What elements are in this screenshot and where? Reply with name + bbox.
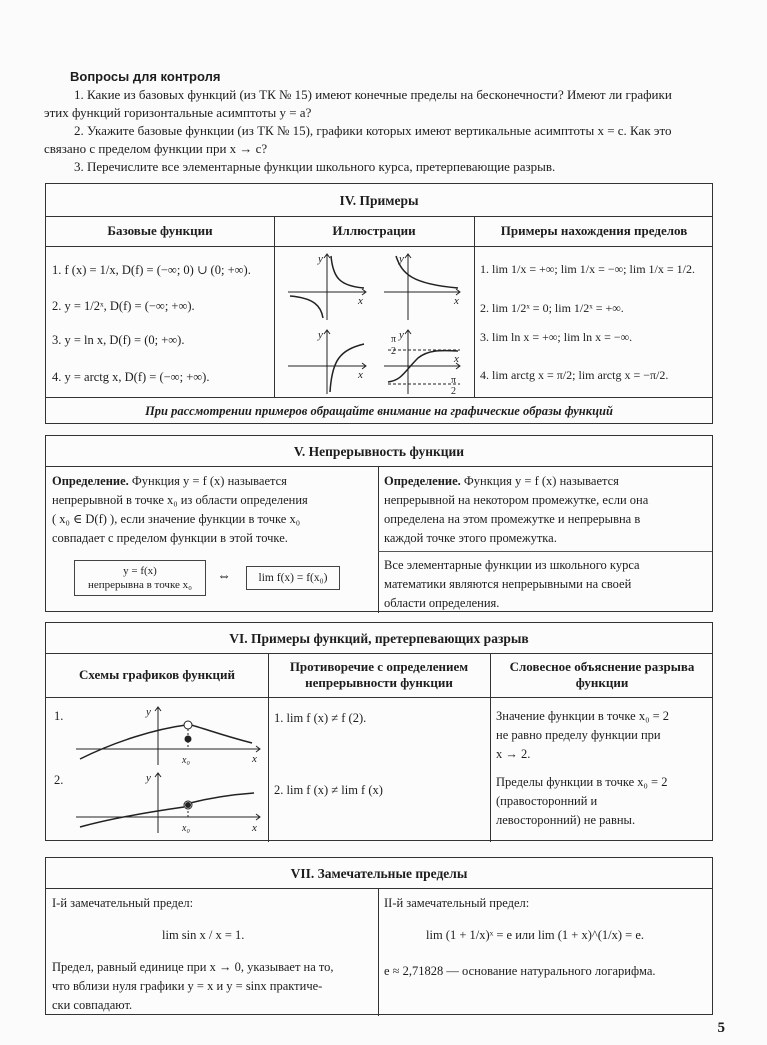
disc1-x0-label: x₀	[182, 755, 190, 766]
limit-example-2: 2. lim 1/2ˣ = 0; lim 1/2ˣ = +∞.	[480, 301, 624, 315]
definition-interval-line-3: определена на этом промежутке и непрерывна в	[384, 512, 641, 526]
limit-example-3: 3. lim ln x = +∞; lim ln x = −∞.	[480, 330, 633, 344]
disc1-y-label: y	[146, 706, 151, 718]
question-2-line-1: 2. Укажите базовые функции (из ТК № 15), графики которых имеют вертикальные асимптоты x = c. Как это	[74, 123, 672, 138]
pi-label-bottom: π	[451, 375, 457, 386]
questions-title: Вопросы для контроля	[70, 69, 221, 84]
scheme-number-1: 1.	[54, 709, 64, 723]
first-limit-label: I-й замечательный предел:	[52, 896, 194, 910]
question-3: 3. Перечислите все элементарные функции школьного курса, претерпевающие разрыв.	[74, 159, 556, 174]
discontinuity-graph-2	[76, 769, 264, 837]
col-basic-functions: Базовые функции	[107, 223, 213, 238]
col-graph-schemes: Схемы графиков функций	[78, 667, 236, 682]
two-label-top: 2	[391, 346, 396, 357]
first-limit-text-line-1: Предел, равный единице при x → 0, указывает на то,	[52, 960, 334, 974]
definition-point-line-4: совпадает с пределом функции в этой точке.	[52, 531, 288, 545]
col-explanation-line-2: функции	[575, 675, 629, 690]
section-continuity-title: V. Непрерывность функции	[293, 444, 465, 459]
first-limit-text-line-2: что вблизи нуля графики y = x и y = sinx практиче-	[52, 979, 323, 993]
definition-interval	[384, 472, 710, 548]
discontinuity-graph-1	[76, 703, 264, 767]
explanation-1-line-1: Значение функции в точке x₀ = 2	[496, 709, 670, 723]
axis-x-label-4: x	[454, 353, 459, 365]
limit-example-4: 4. lim arctg x = π/2; lim arctg x = −π/2.	[480, 368, 669, 382]
col-explanation	[490, 659, 714, 691]
axis-y-label-2: y	[399, 253, 404, 265]
col-contradiction-line-1: Противоречие с определением	[289, 659, 469, 674]
explanation-1-line-3: x → 2.	[496, 747, 531, 761]
examples-note: При рассмотрении примеров обращайте внимание на графические образы функций	[145, 404, 613, 418]
axis-y-label-3: y	[318, 329, 323, 341]
definition-point-line-3: ( x₀ ∈ D(f) ), если значение функции в точке x₀	[52, 512, 301, 526]
explanation-2	[496, 773, 710, 830]
illustration-labels	[278, 250, 470, 396]
section-continuity	[45, 435, 713, 612]
elementary-note-line-1: Все элементарные функции из школьного курса	[384, 558, 640, 572]
axis-x-label-2: x	[454, 295, 459, 307]
explanation-1	[496, 707, 710, 764]
page-number: 5	[717, 1020, 725, 1036]
basic-function-1: 1. f (x) = 1/x, D(f) = (−∞; 0) ∪ (0; +∞).	[52, 263, 251, 277]
definition-point	[52, 472, 374, 548]
contradiction-2: 2. lim f (x) ≠ lim f (x)	[274, 783, 383, 797]
axis-y-label-1: y	[318, 253, 323, 265]
continuity-box-left	[74, 560, 206, 596]
basic-function-4: 4. y = arctg x, D(f) = (−∞; +∞).	[52, 370, 210, 384]
question-2-line-2: связано с пределом функции при x → c?	[44, 141, 268, 156]
section-discontinuity-title: VI. Примеры функций, претерпевающих разрыв	[229, 631, 529, 646]
first-limit-formula: lim sin x / x = 1.	[162, 928, 245, 942]
disc2-x0-label: x₀	[182, 823, 190, 834]
elementary-note-line-2: математики являются непрерывными на своей	[384, 577, 632, 591]
e-constant-text: e ≈ 2,71828 — основание натурального логарифма.	[384, 964, 656, 978]
definition-interval-line-2: непрерывной на некотором промежутке, если она	[384, 493, 649, 507]
definition-point-label: Определение.	[52, 474, 129, 488]
definition-interval-line-4: каждой точке этого промежутка.	[384, 531, 557, 545]
second-limit-label: II-й замечательный предел:	[384, 896, 530, 910]
col-illustrations: Иллюстрации	[332, 223, 416, 238]
equivalence-arrow: ⇔	[217, 569, 231, 584]
question-1-line-2: этих функций горизонтальные асимптоты y = a?	[44, 105, 312, 120]
explanation-1-line-2: не равно пределу функции при	[496, 728, 661, 742]
section-discontinuity	[45, 622, 713, 841]
continuity-box-line-1: y = f(x)	[123, 565, 157, 577]
disc1-x-label: x	[252, 753, 257, 765]
col-limit-examples: Примеры нахождения пределов	[500, 223, 688, 238]
explanation-2-line-3: левосторонний) не равны.	[496, 813, 636, 827]
explanation-2-line-1: Пределы функции в точке x₀ = 2	[496, 775, 668, 789]
disc2-y-label: y	[146, 772, 151, 784]
question-1-line-1: 1. Какие из базовых функций (из ТК № 15) имеют конечные пределы на бесконечности? Имеют ли графики	[74, 87, 672, 102]
basic-function-3: 3. y = ln x, D(f) = (0; +∞).	[52, 333, 185, 347]
axis-x-label-3: x	[358, 369, 363, 381]
first-limit-text-line-3: ски совпадают.	[52, 998, 133, 1012]
elementary-note-line-3: области определения.	[384, 596, 500, 610]
disc2-x-label: x	[252, 822, 257, 834]
section-remarkable-limits-title: VII. Замечательные пределы	[290, 866, 468, 881]
axis-x-label-1: x	[358, 295, 363, 307]
axis-y-label-4: y	[399, 329, 404, 341]
definition-point-line-2: непрерывной в точке x₀ из области определения	[52, 493, 308, 507]
pi-label-top: π	[391, 334, 397, 345]
section-examples-title: IV. Примеры	[339, 193, 419, 208]
definition-interval-line-1: Функция y = f (x) называется	[463, 474, 619, 488]
explanation-2-line-2: (правосторонний и	[496, 794, 598, 808]
second-limit-formula: lim (1 + 1/x)ˣ = e или lim (1 + x)^(1/x) = e.	[426, 928, 645, 942]
col-contradiction-line-2: непрерывности функции	[305, 675, 453, 690]
first-limit-text	[52, 958, 374, 1015]
section-remarkable-limits	[45, 857, 713, 1015]
elementary-functions-note	[384, 556, 710, 613]
continuity-box-line-2: непрерывна в точке x₀	[87, 579, 193, 591]
definition-interval-label: Определение.	[384, 474, 461, 488]
continuity-box-right	[246, 566, 340, 590]
limit-example-1: 1. lim 1/x = +∞; lim 1/x = −∞; lim 1/x = 1/2.	[480, 262, 695, 276]
control-questions	[44, 68, 720, 176]
col-explanation-line-1: Словесное объяснение разрыва	[509, 659, 695, 674]
basic-function-2: 2. y = 1/2ˣ, D(f) = (−∞; +∞).	[52, 299, 195, 313]
scheme-number-2: 2.	[54, 773, 64, 787]
contradiction-1: 1. lim f (x) ≠ f (2).	[274, 711, 367, 725]
two-label-bottom: 2	[451, 386, 456, 396]
definition-point-line-1: Функция y = f (x) называется	[131, 474, 287, 488]
section-examples	[45, 183, 713, 424]
continuity-box-formula: lim f(x) = f(x₀)	[258, 572, 328, 584]
col-contradiction	[268, 659, 490, 691]
